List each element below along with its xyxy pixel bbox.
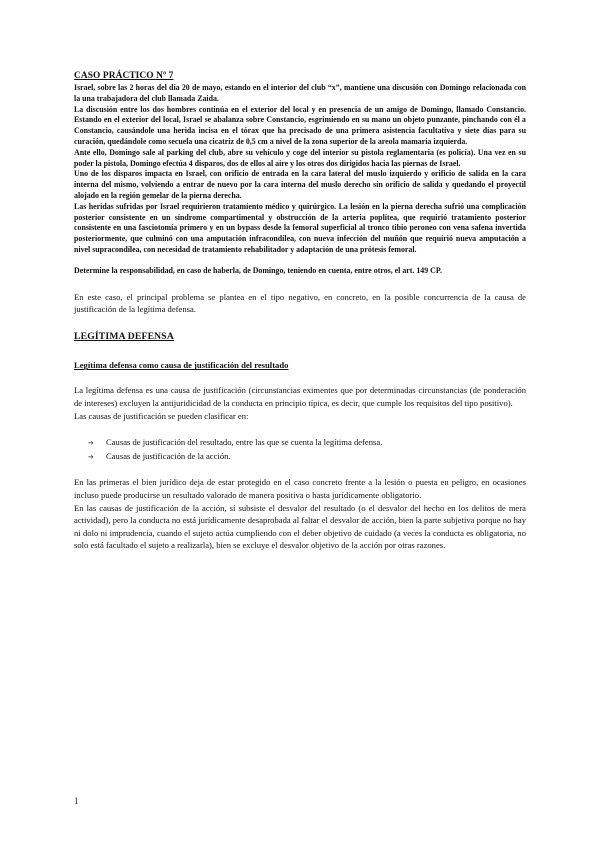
list-item-text: Causas de justificación del resultado, entre las que se cuenta la legítima defensa.: [106, 437, 383, 448]
arrow-bullet-icon: ➔: [88, 452, 94, 461]
case-title: CASO PRÁCTICO Nº 7: [74, 71, 174, 81]
list-item: [88, 450, 526, 464]
case-paragraph: Ante ello, Domingo sale al parking del club, abre su vehículo y coge del interior su pistola reglamentaria (es policía). Una vez en su poder la pistola, Domingo efectúa 4 disparos, dos de ellos al aire y los otros dos dirigidos hacia las piernas de Israel.: [74, 147, 526, 168]
list-item-text: Causas de justificación de la acción.: [106, 450, 231, 461]
body-paragraph: Las causas de justificación se pueden clasificar en:: [74, 410, 249, 421]
page-content: [74, 70, 526, 552]
case-paragraph: La discusión entre los dos hombres continúa en el exterior del local y en presencia de un amigo de Domingo, llamado Constancio. Estando en el exterior del local, Israel se abalanza sobre Constancio, esgrimiendo en su mano un objeto punzante, pinchando con él a Constancio, causándole una herida incisa en el tórax que ha precisado de una primera asistencia facultativa y siete días para su curación, quedándole como secuela una cicatriz de 0,5 cm a nivel de la zona superior de la areola mamaria izquierda.: [74, 104, 526, 146]
list-item: [88, 436, 526, 450]
intro-paragraph: En este caso, el principal problema se plantea en el tipo negativo, en concreto, en la posible concurrencia de la causa de justificación de la legítima defensa.: [74, 291, 526, 314]
subsection-heading: Legítima defensa como causa de justificación del resultado: [74, 360, 289, 371]
section-heading: LEGÍTIMA DEFENSA: [74, 331, 174, 343]
case-statement: [74, 70, 526, 256]
case-paragraph: Las heridas sufridas por Israel requirieron tratamiento médico y quirúrgico. La lesión en la pierna derecha sufrió una complicación posterior consistente en un síndrome compartimental y obstrucción de la arteria poplítea, que requirió tratamiento posterior consistente en una fasciotomía primero y en un bypass desde la femoral superficial al tronco tibio peroneo con vena safena invertida posteriormente, que culminó con una amputación infracondílea, con nueva infección del muñón que requirió nueva amputación a nivel supracondílea, con necesidad de tratamiento rehabilitador y adaptación de una prótesis femoral.: [74, 201, 526, 254]
causes-list: [74, 436, 526, 463]
case-question: Determine la responsabilidad, en caso de haberla, de Domingo, teniendo en cuenta, entre otros, el art. 149 CP.: [74, 265, 442, 275]
body-paragraph: La legítima defensa es una causa de justificación (circunstancias eximentes que por determinadas circunstancias (de ponderación de intereses) excluyen la antijuridicidad de la conducta en principio típica, es decir, que cumple los requisitos del tipo positivo).: [74, 385, 526, 408]
body-paragraph: En las causas de justificación de la acción, sí subsiste el desvalor del resultado (o el desvalor del hecho en los delitos de mera actividad), pero la conducta no está jurídicamente desaprobada al faltar el desvalor de acción, bien la parte subjetiva porque no hay ni dolo ni imprudencia, cuando el sujeto actúa cumpliendo con el deber objetivo de cuidado (a veces la conducta es obligatoria, no solo está facultado el sujeto a realizarla), bien se excluye el desvalor objetivo de la acción por otras razones.: [74, 502, 526, 551]
case-paragraph: Uno de los disparos impacta en Israel, con orificio de entrada en la cara lateral del muslo izquierdo y orificio de salida en la cara interna del mismo, volviendo a entrar de nuevo por la cara interna del muslo derecho sin orificio de salida y quedando el proyectil alojado en la región gemelar de la pierna derecha.: [74, 169, 526, 200]
body-paragraph: En las primeras el bien jurídico deja de estar protegido en el caso concreto frente a la lesión o puesta en peligro, en ocasiones incluso puede producirse un resultado valorado de manera positiva o hasta jurídicamente obligatorio.: [74, 477, 526, 500]
case-paragraph: Israel, sobre las 2 horas del día 20 de mayo, estando en el interior del club “x”, mantiene una discusión con Domingo relacionada con la una trabajadora del club llamada Zaida.: [74, 83, 526, 103]
arrow-bullet-icon: ➔: [88, 439, 94, 448]
page-number: 1: [74, 796, 79, 806]
body-text: [74, 384, 526, 552]
